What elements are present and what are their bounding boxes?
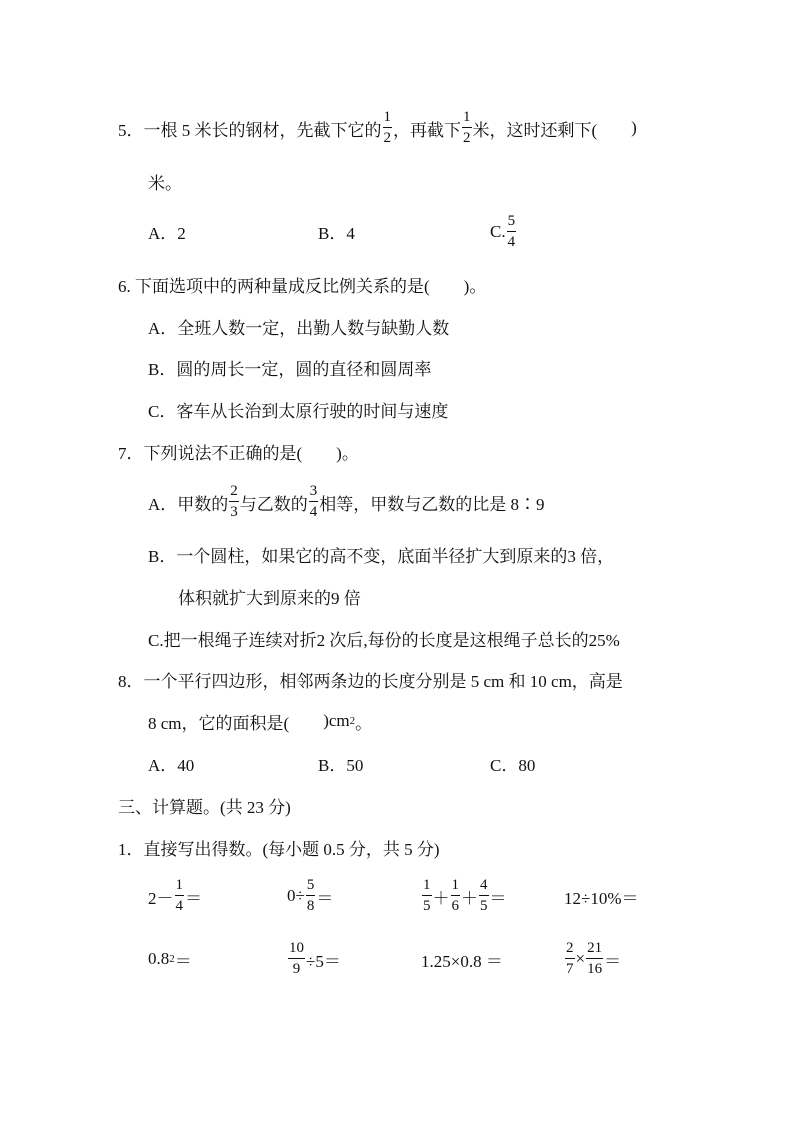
expr-4 — [564, 874, 639, 918]
expr-text: ÷5＝ — [306, 951, 341, 971]
option-text: 体积就扩大到原来的9 倍 — [178, 588, 361, 608]
fraction-denominator: 8 — [306, 898, 315, 914]
section-title-text: 三、计算题。(共 23 分) — [118, 797, 291, 817]
option-label: C. — [490, 222, 506, 241]
q5-option-c — [490, 210, 517, 254]
q5-fraction-2 — [462, 110, 472, 146]
fraction-denominator: 5 — [423, 898, 431, 914]
q6-option-a — [148, 315, 449, 337]
expr-operator: ＋ — [432, 888, 450, 908]
fraction-numerator: 1 — [451, 878, 461, 896]
fraction-numerator: 3 — [309, 484, 319, 502]
q5-text-b: ，再截下 — [393, 120, 461, 140]
q6-stem-text: 6. 下面选项中的两种量成反比例关系的是( — [118, 276, 430, 296]
q8-option-a — [148, 752, 194, 774]
option-text: A．全班人数一定，出勤人数与缺勤人数 — [148, 318, 450, 338]
q6-option-c — [148, 398, 448, 420]
expr-3 — [421, 874, 507, 918]
q5-fraction-1 — [383, 110, 393, 146]
expr-text: 1.25×0.8 ＝ — [421, 951, 503, 971]
q8-cont-end: 。 — [355, 713, 373, 733]
fraction-numerator: 1 — [383, 110, 393, 128]
q6-option-b — [148, 356, 431, 378]
fraction-denominator: 9 — [292, 961, 301, 977]
expr-equals: ＝ — [316, 888, 334, 908]
q8-stem — [118, 668, 623, 690]
q8-option-c — [490, 752, 535, 774]
option-text: 与乙数的 — [239, 494, 308, 514]
expr-1 — [148, 874, 202, 918]
fraction-numerator: 2 — [565, 941, 575, 959]
fraction-numerator: 4 — [479, 878, 489, 896]
q8-option-b — [318, 752, 363, 774]
fraction-denominator: 7 — [566, 961, 574, 977]
expr-equals: ＝ — [489, 888, 507, 908]
fraction-denominator: 2 — [383, 130, 391, 146]
q7-stem — [118, 440, 359, 462]
q5-text-a: 一根 5 米长的钢材，先截下它的 — [143, 120, 382, 140]
fraction-denominator: 2 — [463, 130, 471, 146]
section-3-q1 — [118, 836, 440, 858]
fraction-denominator: 3 — [230, 504, 238, 520]
option-text: B．圆的周长一定，圆的直径和圆周率 — [148, 359, 432, 379]
q8-continuation: 8 cm，它的面积是( )cm 2 。 — [148, 710, 372, 732]
fraction-numerator: 10 — [288, 941, 305, 959]
q6-stem — [118, 273, 486, 295]
q5-text-c: 米，这时还剩下( — [472, 120, 598, 140]
expr-8-fraction-2 — [586, 941, 603, 977]
option-text: 相等，甲数与乙数的比是 8∶9 — [319, 494, 545, 514]
section-3-title — [118, 794, 291, 816]
expr-3-fraction-3 — [479, 878, 489, 914]
expr-7 — [421, 937, 503, 981]
q8-cont-unit: )cm — [323, 711, 350, 730]
expr-8 — [564, 937, 621, 981]
option-text: B．一个圆柱，如果它的高不变，底面半径扩大到原来的3 倍， — [148, 546, 615, 566]
expr-equals: ＝ — [174, 951, 192, 971]
q5-continuation — [148, 170, 182, 192]
expr-5: 0.8 2 ＝ — [148, 937, 192, 981]
expr-text: 0.8 — [148, 949, 170, 968]
option-text: B．50 — [318, 755, 364, 775]
expr-operator: × — [575, 949, 586, 968]
q7-stem-end: )。 — [336, 443, 359, 463]
option-text: C.把一根绳子连续对折2 次后,每份的长度是这根绳子总长的25% — [148, 630, 620, 650]
q8-stem-text: 8．一个平行四边形，相邻两条边的长度分别是 5 cm 和 10 cm，高是 — [118, 671, 623, 691]
fraction-numerator: 5 — [507, 214, 517, 232]
expr-text: 0÷ — [287, 886, 305, 905]
option-text: C．80 — [490, 755, 536, 775]
option-text: A．40 — [148, 755, 195, 775]
q5-option-a — [148, 220, 186, 242]
expr-2 — [287, 874, 333, 918]
option-text: C．客车从长治到太原行驶的时间与速度 — [148, 401, 449, 421]
fraction-denominator: 6 — [451, 898, 459, 914]
q7-option-b-line1 — [148, 543, 614, 565]
q5-number: 5． — [118, 120, 144, 140]
q8-cont-text: 8 cm，它的面积是( — [148, 713, 290, 733]
expr-text: 12÷10%＝ — [564, 888, 639, 908]
expr-operator: ＋ — [461, 888, 478, 908]
fraction-denominator: 16 — [587, 961, 603, 977]
q5-paren-close: ) — [631, 118, 637, 137]
expr-1-fraction — [175, 878, 185, 914]
option-text: A．2 — [148, 223, 186, 243]
q5-stem-row — [118, 106, 637, 150]
expr-equals: ＝ — [185, 888, 202, 908]
fraction-numerator: 1 — [462, 110, 472, 128]
expr-3-fraction-1 — [422, 878, 432, 914]
q5-option-b — [318, 220, 355, 242]
fraction-numerator: 2 — [229, 484, 239, 502]
q6-stem-end: )。 — [463, 276, 487, 296]
q7-stem-text: 7．下列说法不正确的是( — [118, 443, 303, 463]
q5-option-c-fraction — [507, 214, 517, 250]
fraction-denominator: 4 — [175, 898, 183, 914]
question-text: 1．直接写出得数。(每小题 0.5 分，共 5 分) — [118, 839, 440, 859]
option-text: A．甲数的 — [148, 494, 229, 514]
expr-8-fraction-1 — [565, 941, 575, 977]
q7-option-a — [148, 480, 545, 524]
expr-6 — [287, 937, 341, 981]
fraction-numerator: 21 — [586, 941, 603, 959]
fraction-numerator: 5 — [306, 878, 316, 896]
expr-2-fraction — [306, 878, 316, 914]
q7-option-a-fraction-2 — [309, 484, 319, 520]
expr-equals: ＝ — [604, 951, 622, 971]
fraction-numerator: 1 — [422, 878, 432, 896]
fraction-denominator: 4 — [309, 504, 318, 520]
q7-option-a-fraction-1 — [229, 484, 239, 520]
q7-option-c — [148, 627, 620, 649]
option-text: B．4 — [318, 223, 355, 243]
fraction-denominator: 5 — [480, 898, 488, 914]
q5-cont-text: 米。 — [148, 173, 182, 193]
fraction-denominator: 4 — [507, 234, 516, 250]
fraction-numerator: 1 — [175, 878, 185, 896]
expr-6-fraction — [288, 941, 305, 977]
q7-option-b-line2 — [178, 585, 361, 607]
expr-3-fraction-2 — [451, 878, 461, 914]
expr-text: 2－ — [148, 888, 174, 908]
